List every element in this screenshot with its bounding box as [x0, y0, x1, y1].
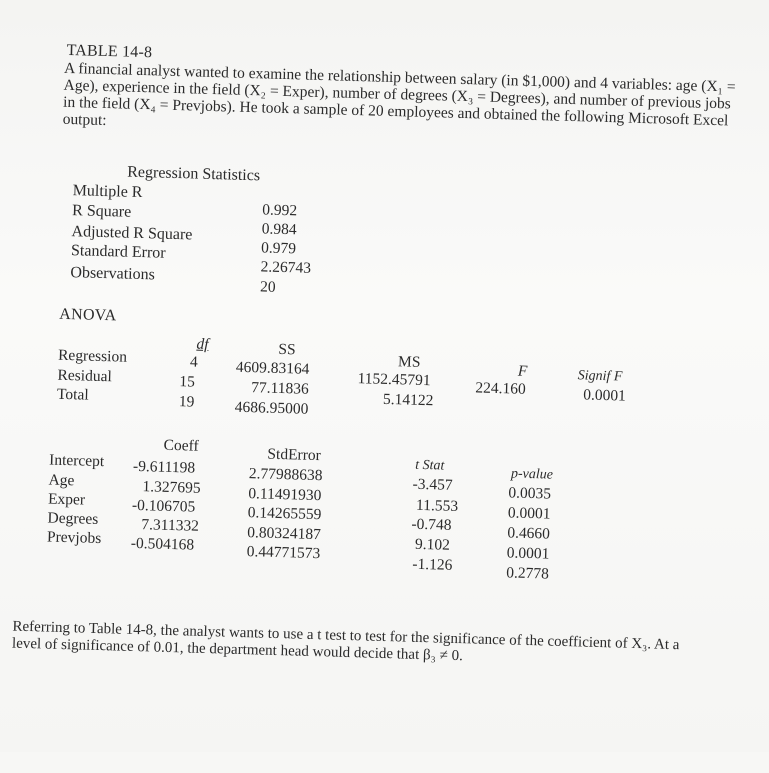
anova-cell-df: 4 [189, 353, 198, 371]
coef-cell-pvalue: 0.2778 [505, 564, 550, 583]
regression-statistics-header: Regression Statistics [127, 163, 261, 185]
coef-header-stderr: StdError [267, 445, 322, 465]
anova-header-ss: SS [278, 340, 296, 359]
anova-cell-df: 19 [178, 393, 195, 411]
coef-cell-stderr: 0.80324187 [246, 524, 322, 544]
coef-cell-coeff: 7.311332 [141, 516, 200, 535]
anova-cell-ss: 4609.83164 [235, 358, 310, 378]
anova-cell-ss: 4686.95000 [234, 398, 309, 418]
anova-header-ms: MS [397, 353, 421, 371]
coef-cell-tstat: 9.102 [414, 535, 451, 554]
coef-row-label: Exper [47, 490, 86, 509]
coef-cell-stderr: 0.14265559 [247, 504, 322, 524]
anova-header-f: F [517, 362, 528, 380]
anova-cell-signif: 0.0001 [582, 386, 627, 405]
coef-cell-tstat: -0.748 [411, 515, 452, 534]
coef-row-label: Age [48, 471, 75, 490]
anova-cell-ms: 5.14122 [382, 390, 434, 410]
rs-value: 0.984 [261, 220, 297, 239]
anova-cell-ss: 77.11836 [251, 379, 310, 398]
coef-cell-coeff: -0.504168 [130, 534, 195, 554]
rs-value: 0.992 [262, 201, 298, 220]
coef-row-label: Intercept [48, 451, 105, 471]
anova-row-label: Regression [57, 346, 128, 366]
rs-value: 20 [259, 278, 276, 296]
anova-cell-ms: 1152.45791 [357, 370, 431, 390]
coef-header-coeff: Coeff [163, 436, 199, 455]
problem-text: A financial analyst wanted to examine the relationship between salary (in $1,000) and 4 variables: age (X₁ = Age), experience in the field (X₂ = Exper), number of degrees (X₃ = Degrees), and number of previous jobs in the field (X₄ = Prevjobs). He took a sample of 20 employees and obtained the following Microsoft Excel output: [62, 59, 736, 130]
anova-cell-f: 224.160 [475, 379, 526, 398]
coef-cell-stderr: 2.77988638 [248, 465, 323, 485]
coef-cell-pvalue: 0.0035 [508, 484, 552, 503]
anova-row-label: Residual [57, 366, 113, 386]
coef-header-pvalue: p-value [510, 466, 554, 483]
anova-title: ANOVA [59, 305, 117, 325]
table-title: TABLE 14-8 [66, 41, 153, 62]
coef-row-label: Prevjobs [46, 528, 102, 548]
coef-cell-coeff: -0.106705 [131, 496, 196, 516]
anova-cell-df: 15 [179, 373, 196, 391]
coef-cell-pvalue: 0.0001 [507, 504, 551, 523]
coef-cell-coeff: 1.327695 [142, 478, 201, 497]
rs-label: R Square [71, 202, 132, 221]
rs-label: Observations [70, 264, 156, 284]
anova-row-label: Total [56, 385, 89, 404]
rs-value: 2.26743 [260, 258, 312, 277]
coef-header-tstat: t Stat [414, 457, 445, 474]
coef-cell-stderr: 0.11491930 [248, 485, 322, 505]
coef-cell-tstat: -1.126 [412, 555, 453, 574]
coef-cell-pvalue: 0.4660 [507, 524, 551, 543]
coef-cell-tstat: -3.457 [412, 475, 453, 494]
coef-cell-pvalue: 0.0001 [506, 544, 550, 563]
rs-label: Standard Error [70, 242, 166, 262]
rs-value: 0.979 [260, 239, 297, 258]
coef-cell-stderr: 0.44771573 [246, 543, 321, 563]
coef-row-label: Degrees [47, 509, 99, 528]
anova-header-df: df [196, 335, 209, 353]
coef-cell-tstat: 11.553 [415, 496, 459, 515]
rs-label: Adjusted R Square [71, 223, 193, 244]
question-text: Referring to Table 14-8, the analyst wants to use a t test to test for the significance of the coefficient of X₃. At a level of significance of 0.01, the department head would decide that β₃ ≠ 0. [11, 618, 680, 665]
anova-header-signif: Signif F [577, 368, 623, 385]
coef-cell-coeff: -9.611198 [132, 457, 196, 477]
rs-label: Multiple R [72, 182, 143, 202]
